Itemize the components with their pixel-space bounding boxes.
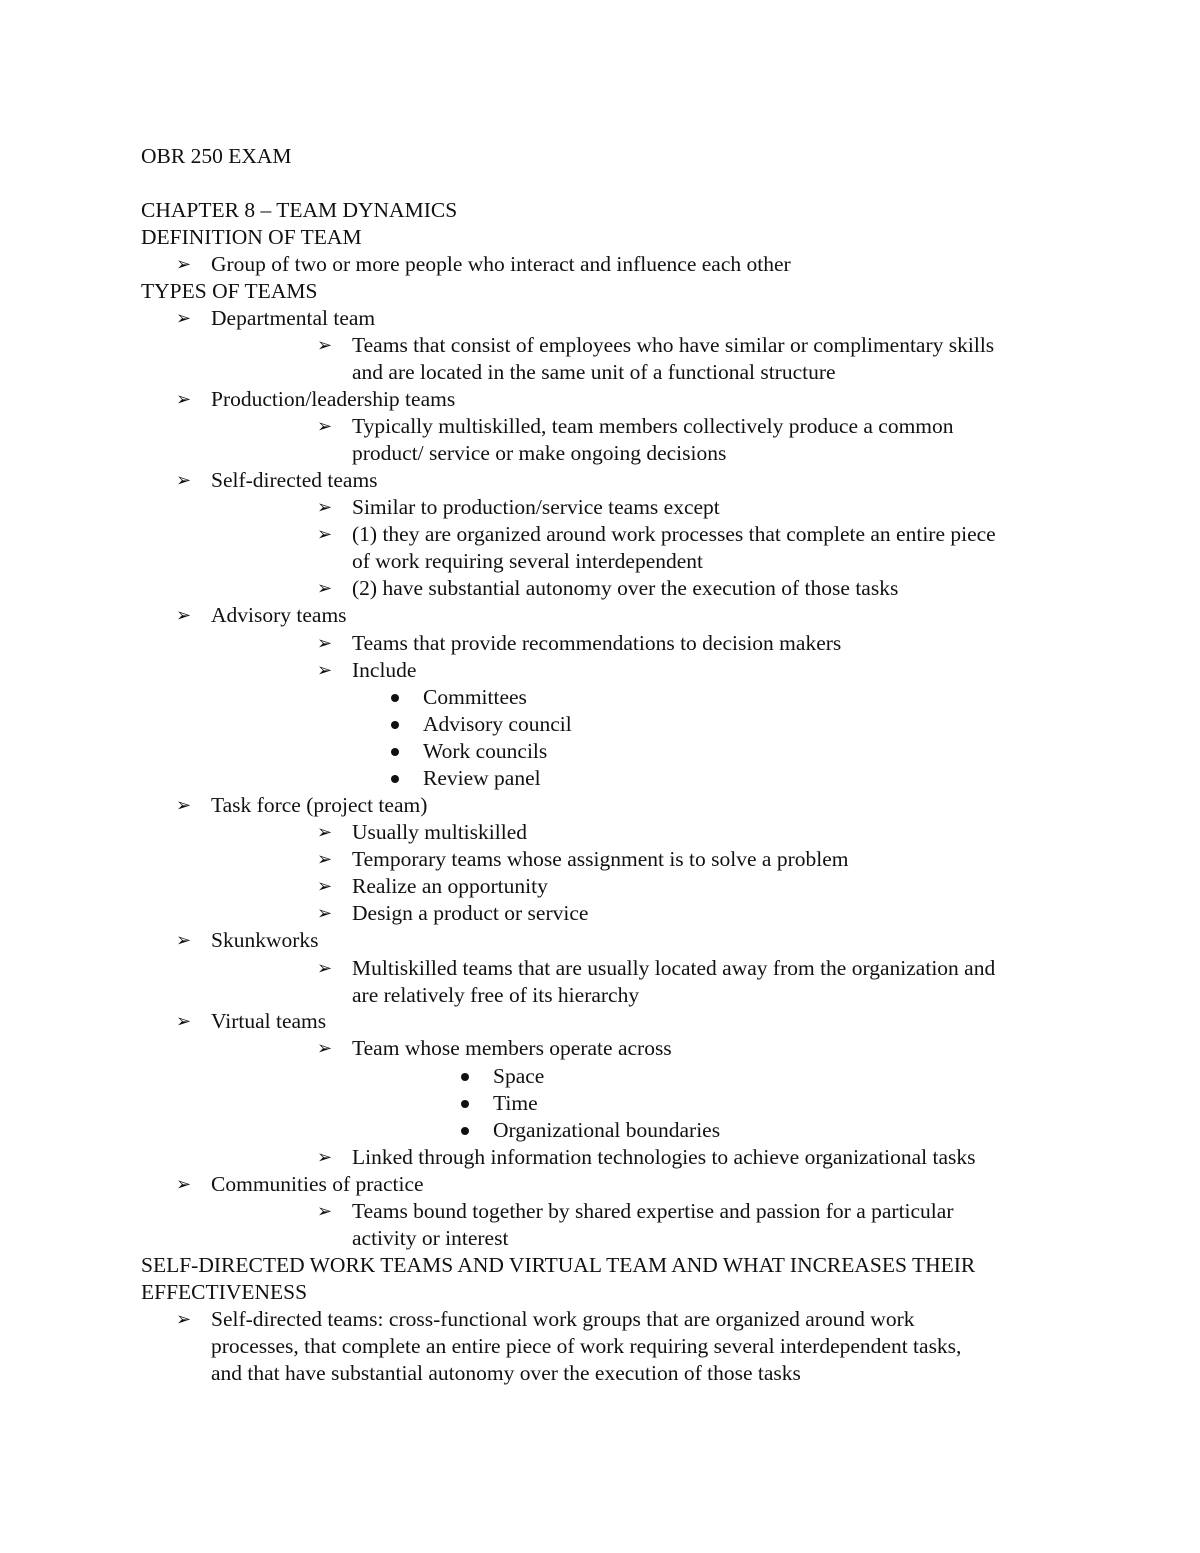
arrow-bullet-icon: ➢ bbox=[317, 335, 333, 356]
team-type-desc: Multiskilled teams that are usually located away from the organization and bbox=[352, 956, 996, 980]
team-type-desc: (1) they are organized around work processes that complete an entire piece bbox=[352, 522, 996, 546]
document-title: OBR 250 EXAM bbox=[141, 144, 292, 168]
arrow-bullet-icon: ➢ bbox=[176, 930, 192, 951]
arrow-bullet-icon: ➢ bbox=[317, 876, 333, 897]
arrow-bullet-icon: ➢ bbox=[176, 389, 192, 410]
arrow-bullet-icon: ➢ bbox=[176, 1174, 192, 1195]
virtual-across: Organizational boundaries bbox=[493, 1118, 721, 1142]
team-type-desc: Team whose members operate across bbox=[352, 1036, 672, 1060]
team-type-desc: product/ service or make ongoing decisions bbox=[352, 441, 727, 465]
sdwt-definition: processes, that complete an entire piece of work requiring several interdependent tasks, bbox=[211, 1334, 962, 1358]
chapter-heading: CHAPTER 8 – TEAM DYNAMICS bbox=[141, 198, 458, 222]
arrow-bullet-icon: ➢ bbox=[176, 1309, 192, 1330]
bullet-dot-icon bbox=[391, 748, 399, 756]
team-type-desc: Include bbox=[352, 658, 417, 682]
team-type-label: Advisory teams bbox=[211, 603, 347, 627]
team-type-desc: activity or interest bbox=[352, 1226, 509, 1250]
team-type-label: Departmental team bbox=[211, 306, 376, 330]
bullet-dot-icon bbox=[391, 694, 399, 702]
arrow-bullet-icon: ➢ bbox=[176, 605, 192, 626]
team-type-desc: Teams that provide recommendations to decision makers bbox=[352, 631, 842, 655]
team-type-desc: Design a product or service bbox=[352, 901, 589, 925]
team-type-desc: Linked through information technologies to achieve organizational tasks bbox=[352, 1145, 976, 1169]
advisory-include: Work councils bbox=[423, 739, 548, 763]
arrow-bullet-icon: ➢ bbox=[317, 524, 333, 545]
arrow-bullet-icon: ➢ bbox=[176, 470, 192, 491]
arrow-bullet-icon: ➢ bbox=[176, 254, 192, 275]
team-type-label: Production/leadership teams bbox=[211, 387, 456, 411]
team-type-desc: are relatively free of its hierarchy bbox=[352, 983, 640, 1007]
bullet-dot-icon bbox=[461, 1127, 469, 1135]
arrow-bullet-icon: ➢ bbox=[317, 822, 333, 843]
sdwt-definition: and that have substantial autonomy over the execution of those tasks bbox=[211, 1361, 801, 1385]
team-type-label: Self-directed teams bbox=[211, 468, 378, 492]
arrow-bullet-icon: ➢ bbox=[317, 1201, 333, 1222]
bullet-dot-icon bbox=[391, 775, 399, 783]
team-type-desc: Usually multiskilled bbox=[352, 820, 527, 844]
team-type-desc: Realize an opportunity bbox=[352, 874, 548, 898]
arrow-bullet-icon: ➢ bbox=[317, 416, 333, 437]
team-type-desc: Teams that consist of employees who have similar or complimentary skills bbox=[352, 333, 995, 357]
definition-heading: DEFINITION OF TEAM bbox=[141, 225, 362, 249]
arrow-bullet-icon: ➢ bbox=[176, 795, 192, 816]
virtual-across: Time bbox=[493, 1091, 538, 1115]
arrow-bullet-icon: ➢ bbox=[317, 1038, 333, 1059]
team-type-desc: Similar to production/service teams except bbox=[352, 495, 720, 519]
arrow-bullet-icon: ➢ bbox=[317, 1147, 333, 1168]
team-type-desc: (2) have substantial autonomy over the execution of those tasks bbox=[352, 576, 899, 600]
arrow-bullet-icon: ➢ bbox=[176, 308, 192, 329]
arrow-bullet-icon: ➢ bbox=[176, 1011, 192, 1032]
team-type-desc: Typically multiskilled, team members collectively produce a common bbox=[352, 414, 954, 438]
arrow-bullet-icon: ➢ bbox=[317, 578, 333, 599]
sdwt-definition: Self-directed teams: cross-functional work groups that are organized around work bbox=[211, 1307, 915, 1331]
arrow-bullet-icon: ➢ bbox=[317, 497, 333, 518]
team-type-desc: and are located in the same unit of a functional structure bbox=[352, 360, 836, 384]
team-type-label: Task force (project team) bbox=[211, 793, 428, 817]
types-heading: TYPES OF TEAMS bbox=[141, 279, 318, 303]
arrow-bullet-icon: ➢ bbox=[317, 660, 333, 681]
bullet-dot-icon bbox=[461, 1100, 469, 1108]
virtual-across: Space bbox=[493, 1064, 545, 1088]
team-type-desc: of work requiring several interdependent bbox=[352, 549, 704, 573]
arrow-bullet-icon: ➢ bbox=[317, 633, 333, 654]
advisory-include: Review panel bbox=[423, 766, 541, 790]
team-type-desc: Teams bound together by shared expertise and passion for a particular bbox=[352, 1199, 954, 1223]
section-heading: SELF-DIRECTED WORK TEAMS AND VIRTUAL TEAM AND WHAT INCREASES THEIR bbox=[141, 1253, 976, 1277]
arrow-bullet-icon: ➢ bbox=[317, 958, 333, 979]
section-heading: EFFECTIVENESS bbox=[141, 1280, 308, 1304]
team-type-label: Virtual teams bbox=[211, 1009, 327, 1033]
advisory-include: Committees bbox=[423, 685, 527, 709]
team-type-desc: Temporary teams whose assignment is to solve a problem bbox=[352, 847, 849, 871]
bullet-dot-icon bbox=[391, 721, 399, 729]
arrow-bullet-icon: ➢ bbox=[317, 903, 333, 924]
arrow-bullet-icon: ➢ bbox=[317, 849, 333, 870]
team-type-label: Communities of practice bbox=[211, 1172, 424, 1196]
definition-item: Group of two or more people who interact and influence each other bbox=[211, 252, 791, 276]
advisory-include: Advisory council bbox=[423, 712, 572, 736]
team-type-label: Skunkworks bbox=[211, 928, 319, 952]
bullet-dot-icon bbox=[461, 1073, 469, 1081]
